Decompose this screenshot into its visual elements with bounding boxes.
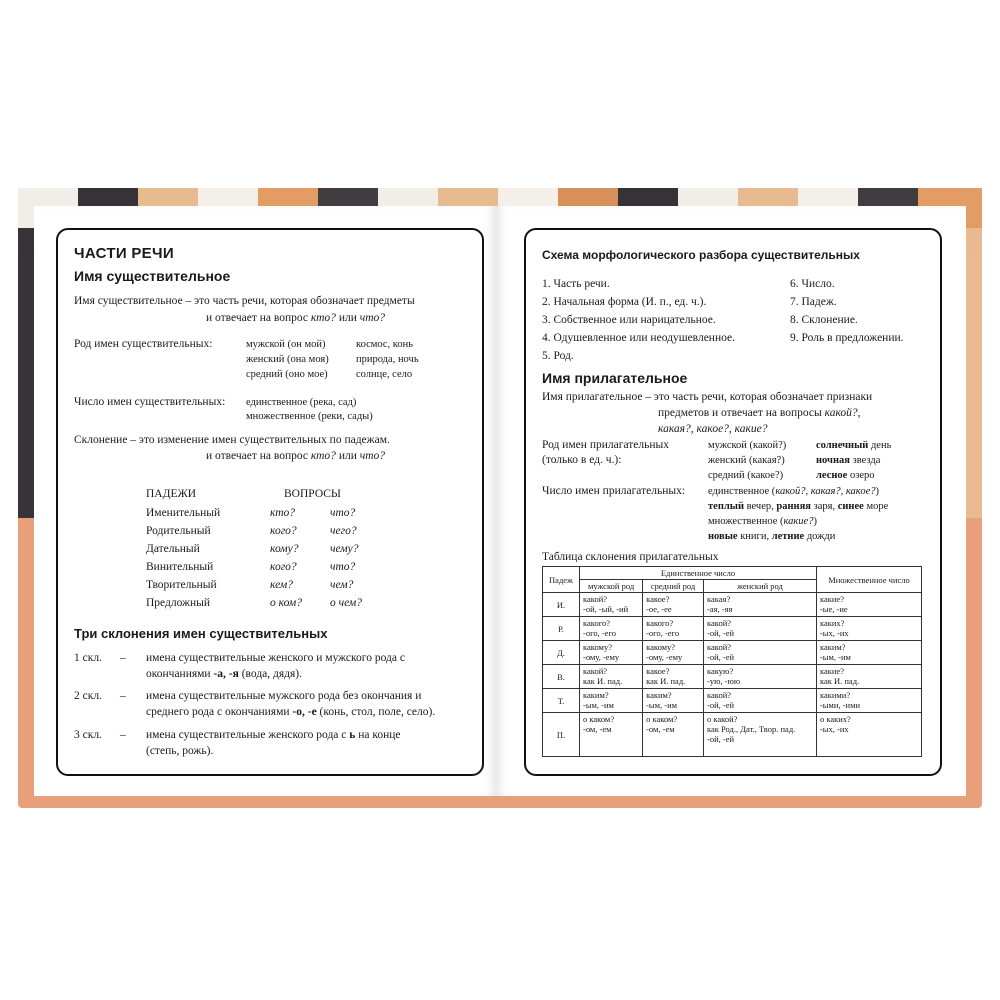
scheme-item: 3. Собственное или нарицательное. (542, 314, 716, 326)
case-question: кого? (270, 525, 297, 537)
table-header-singular: Единственное число (580, 567, 817, 580)
declension-2-text-line2: среднего рода с окончаниями -о, -е (конь, стол, поле, село). (146, 706, 436, 718)
case-question: что? (330, 561, 356, 573)
number-row-2: множественное (реки, сады) (246, 411, 373, 422)
page-title: ЧАСТИ РЕЧИ (74, 245, 174, 262)
questions-header: ВОПРОСЫ (284, 488, 341, 500)
case-question: кто? (270, 507, 296, 519)
adj-gender-example: ночная звезда (816, 455, 881, 466)
three-declensions-title: Три склонения имен существительных (74, 626, 328, 641)
declension-1-number: 1 скл. (74, 652, 102, 664)
declension-2-dash: – (120, 690, 126, 702)
declension-definition-line2: и отвечает на вопрос кто? или что? (206, 450, 386, 462)
table-header-masculine: мужской род (580, 580, 643, 593)
table-row: Р. какого? -ого, -его какого? -ого, -его какой? -ой, -ей каких? -ых, -их (543, 617, 922, 641)
declension-3-number: 3 скл. (74, 729, 102, 741)
noun-definition-line1: Имя существительное – это часть речи, которая обозначает предметы (74, 295, 415, 307)
case-question: кем? (270, 579, 293, 591)
table-row: Т. каким? -ым, -им каким? -ым, -им какой? -ой, -ей какими? -ыми, -ими (543, 689, 922, 713)
scheme-item: 6. Число. (790, 278, 835, 290)
adj-gender-label-1: Род имен прилагательных (542, 439, 669, 451)
case-name: Именительный (146, 507, 221, 519)
declension-definition-line1: Склонение – это изменение имен существительных по падежам. (74, 434, 390, 446)
section-title-noun: Имя существительное (74, 268, 231, 284)
table-header-case: Падеж (543, 567, 580, 593)
adj-gender-row: женский (какая?) (708, 455, 785, 466)
cases-header: ПАДЕЖИ (146, 488, 197, 500)
noun-gender-label: Род имен существительных: (74, 338, 213, 350)
scheme-item: 5. Род. (542, 350, 574, 362)
case-question: о ком? (270, 597, 302, 609)
adj-number-singular: единственное (какой?, какая?, какое?) (708, 486, 879, 497)
scheme-item: 2. Начальная форма (И. п., ед. ч.). (542, 296, 707, 308)
declension-1-text-line1: имена существительные женского и мужского рода с (146, 652, 405, 664)
adj-number-plural: множественное (какие?) (708, 516, 817, 527)
gender-row-2: женский (она моя) (246, 354, 329, 365)
section-title-adjective: Имя прилагательное (542, 370, 688, 386)
case-name: Винительный (146, 561, 214, 573)
case-question: чего? (330, 525, 357, 537)
noun-number-label: Число имен существительных: (74, 396, 226, 408)
declension-2-number: 2 скл. (74, 690, 102, 702)
noun-definition-line2: и отвечает на вопрос кто? или что? (206, 312, 386, 324)
case-name: Творительный (146, 579, 217, 591)
adj-number-plural-examples: новые книги, летние дожди (708, 531, 836, 542)
adjective-declension-table (542, 566, 922, 757)
scheme-item: 9. Роль в предложении. (790, 332, 904, 344)
adj-number-singular-examples: теплый вечер, ранняя заря, синее море (708, 501, 889, 512)
adjective-definition-line3: какая?, какое?, какие? (658, 423, 768, 435)
table-row: В. какой? как И. пад. какое? как И. пад. какую? -ую, -юю какие? как И. пад. (543, 665, 922, 689)
case-question: чем? (330, 579, 354, 591)
gender-example-3: солнце, село (356, 369, 413, 380)
declension-1-dash: – (120, 652, 126, 664)
case-question: чему? (330, 543, 359, 555)
scheme-item: 7. Падеж. (790, 296, 837, 308)
table-row: И. какой? -ой, -ый, -ий какое? -ое, -ее какая? -ая, -яя какие? -ые, -ие (543, 593, 922, 617)
case-name: Дательный (146, 543, 200, 555)
declension-3-dash: – (120, 729, 126, 741)
table-row: П. о каком? -ом, -ем о каком? -ом, -ем о какой? как Род., Дат., Твор. пад. -ой, -ей о каких? -ых, -их (543, 713, 922, 757)
declension-2-text-line1: имена существительные мужского рода без окончания и (146, 690, 422, 702)
case-question: о чем? (330, 597, 363, 609)
adjective-definition-line2: предметов и отвечает на вопросы какой?, (658, 407, 861, 419)
adj-gender-example: лесное озеро (816, 470, 875, 481)
gender-example-1: космос, конь (356, 339, 414, 350)
gender-example-2: природа, ночь (356, 354, 419, 365)
case-question: кого? (270, 561, 297, 573)
table-title: Таблица склонения прилагательных (542, 551, 719, 563)
scheme-title: Схема морфологического разбора существительных (542, 248, 860, 262)
case-name: Родительный (146, 525, 211, 537)
scheme-item: 1. Часть речи. (542, 278, 610, 290)
declension-3-text-line1: имена существительные женского рода с ь на конце (146, 729, 401, 741)
table-row: Д. какому? -ому, -ему какому? -ому, -ему какой? -ой, -ей каким? -ым, -им (543, 641, 922, 665)
adjective-definition-line1: Имя прилагательное – это часть речи, которая обозначает признаки (542, 391, 873, 403)
adj-number-label: Число имен прилагательных: (542, 485, 686, 497)
scheme-item: 4. Одушевленное или неодушевленное. (542, 332, 735, 344)
gender-row-3: средний (оно мое) (246, 369, 328, 380)
adj-gender-label-2: (только в ед. ч.): (542, 454, 622, 466)
case-question: кому? (270, 543, 299, 555)
case-question: что? (330, 507, 356, 519)
adj-gender-example: солнечный день (816, 440, 892, 451)
table-header-plural: Множественное число (816, 567, 921, 593)
table-header-neuter: средний род (643, 580, 704, 593)
declension-1-text-line2: окончаниями -а, -я (вода, дядя). (146, 668, 303, 680)
gender-row-1: мужской (он мой) (246, 339, 326, 350)
number-row-1: единственное (река, сад) (246, 397, 357, 408)
table-header-feminine: женский род (703, 580, 816, 593)
case-name: Предложный (146, 597, 211, 609)
declension-3-text-line2: (степь, рожь). (146, 745, 214, 757)
adj-gender-row: мужской (какой?) (708, 440, 787, 451)
adj-gender-row: средний (какое?) (708, 470, 784, 481)
scheme-item: 8. Склонение. (790, 314, 858, 326)
